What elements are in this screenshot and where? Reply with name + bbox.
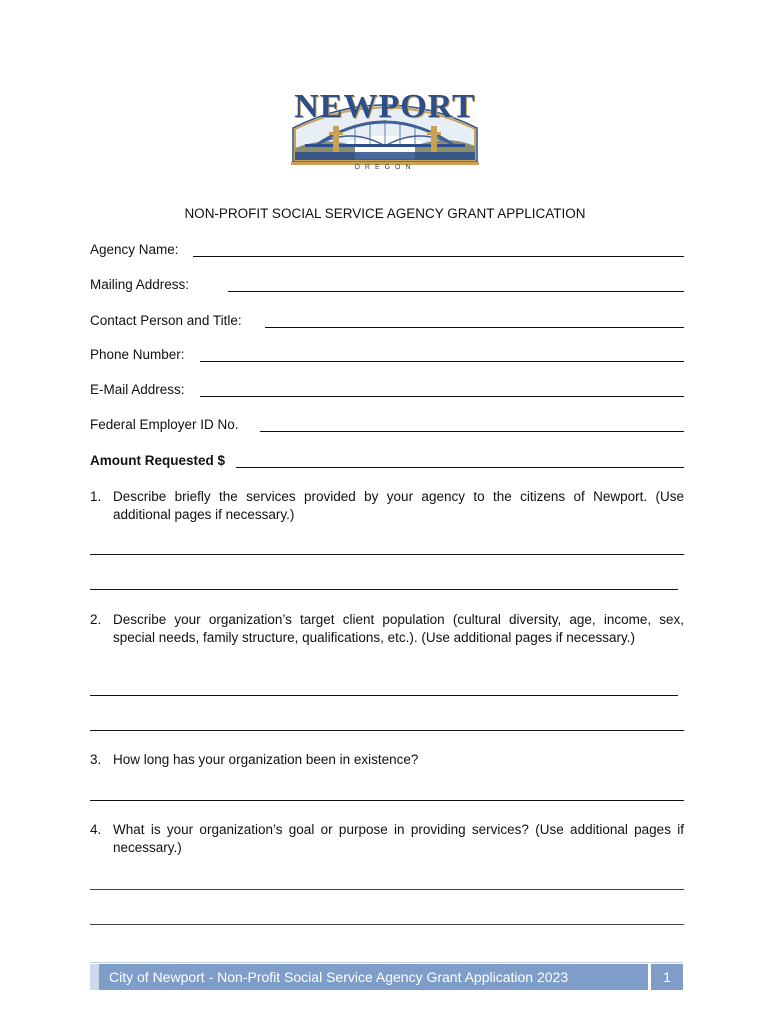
question-text: Describe your organization’s target client population (cultural diversity, age, income, sex, special needs, family structure, qualifications, etc.). (Use additional pages if necessary.) xyxy=(113,612,684,645)
answer-line[interactable] xyxy=(90,730,684,731)
newport-logo xyxy=(285,88,485,178)
phone-number-line[interactable] xyxy=(200,361,684,362)
question-text: How long has your organization been in existence? xyxy=(113,752,419,767)
amount-requested-line[interactable] xyxy=(236,467,684,468)
amount-requested-label: Amount Requested $ xyxy=(90,453,226,468)
contact-person-label: Contact Person and Title: xyxy=(90,313,242,328)
amount-requested-field[interactable] xyxy=(90,453,684,473)
footer-title: City of Newport - Non-Profit Social Service Agency Grant Application 2023 xyxy=(90,964,648,990)
contact-person-field[interactable] xyxy=(90,313,684,333)
email-line[interactable] xyxy=(200,396,684,397)
page-number: 1 xyxy=(651,964,683,990)
question-3 xyxy=(90,751,684,769)
federal-id-line[interactable] xyxy=(260,431,684,432)
question-2 xyxy=(90,611,684,647)
phone-number-field[interactable] xyxy=(90,347,684,367)
federal-id-field[interactable] xyxy=(90,417,684,437)
answer-line[interactable] xyxy=(90,695,678,696)
answer-line[interactable] xyxy=(90,554,684,555)
logo-wordmark: NEWPORT xyxy=(294,88,476,125)
page-footer xyxy=(90,962,683,991)
email-field[interactable] xyxy=(90,382,684,402)
question-number: 4. xyxy=(90,822,102,837)
question-number: 3. xyxy=(90,752,102,767)
mailing-address-field[interactable] xyxy=(90,277,684,297)
contact-person-line[interactable] xyxy=(265,327,684,328)
mailing-address-line[interactable] xyxy=(228,291,684,292)
question-text: Describe briefly the services provided by your agency to the citizens of Newport. (Use additional pages if necessary.) xyxy=(113,489,684,522)
question-number: 2. xyxy=(90,612,102,627)
logo-subtitle: OREGON xyxy=(354,164,416,171)
question-text: What is your organization’s goal or purpose in providing services? (Use additional pages if necessary.) xyxy=(113,822,684,855)
answer-line[interactable] xyxy=(90,889,684,890)
federal-id-label: Federal Employer ID No. xyxy=(90,417,239,432)
page-title: NON-PROFIT SOCIAL SERVICE AGENCY GRANT APPLICATION xyxy=(184,206,586,221)
phone-number-label: Phone Number: xyxy=(90,347,185,362)
mailing-address-label: Mailing Address: xyxy=(90,277,190,292)
email-label: E-Mail Address: xyxy=(90,382,185,397)
answer-line[interactable] xyxy=(90,589,678,590)
question-4 xyxy=(90,821,684,857)
answer-line[interactable] xyxy=(90,800,684,801)
answer-line[interactable] xyxy=(90,924,684,925)
agency-name-label: Agency Name: xyxy=(90,242,179,257)
question-1 xyxy=(90,488,684,524)
agency-name-field[interactable] xyxy=(90,242,684,262)
agency-name-line[interactable] xyxy=(193,256,684,257)
question-number: 1. xyxy=(90,489,102,504)
